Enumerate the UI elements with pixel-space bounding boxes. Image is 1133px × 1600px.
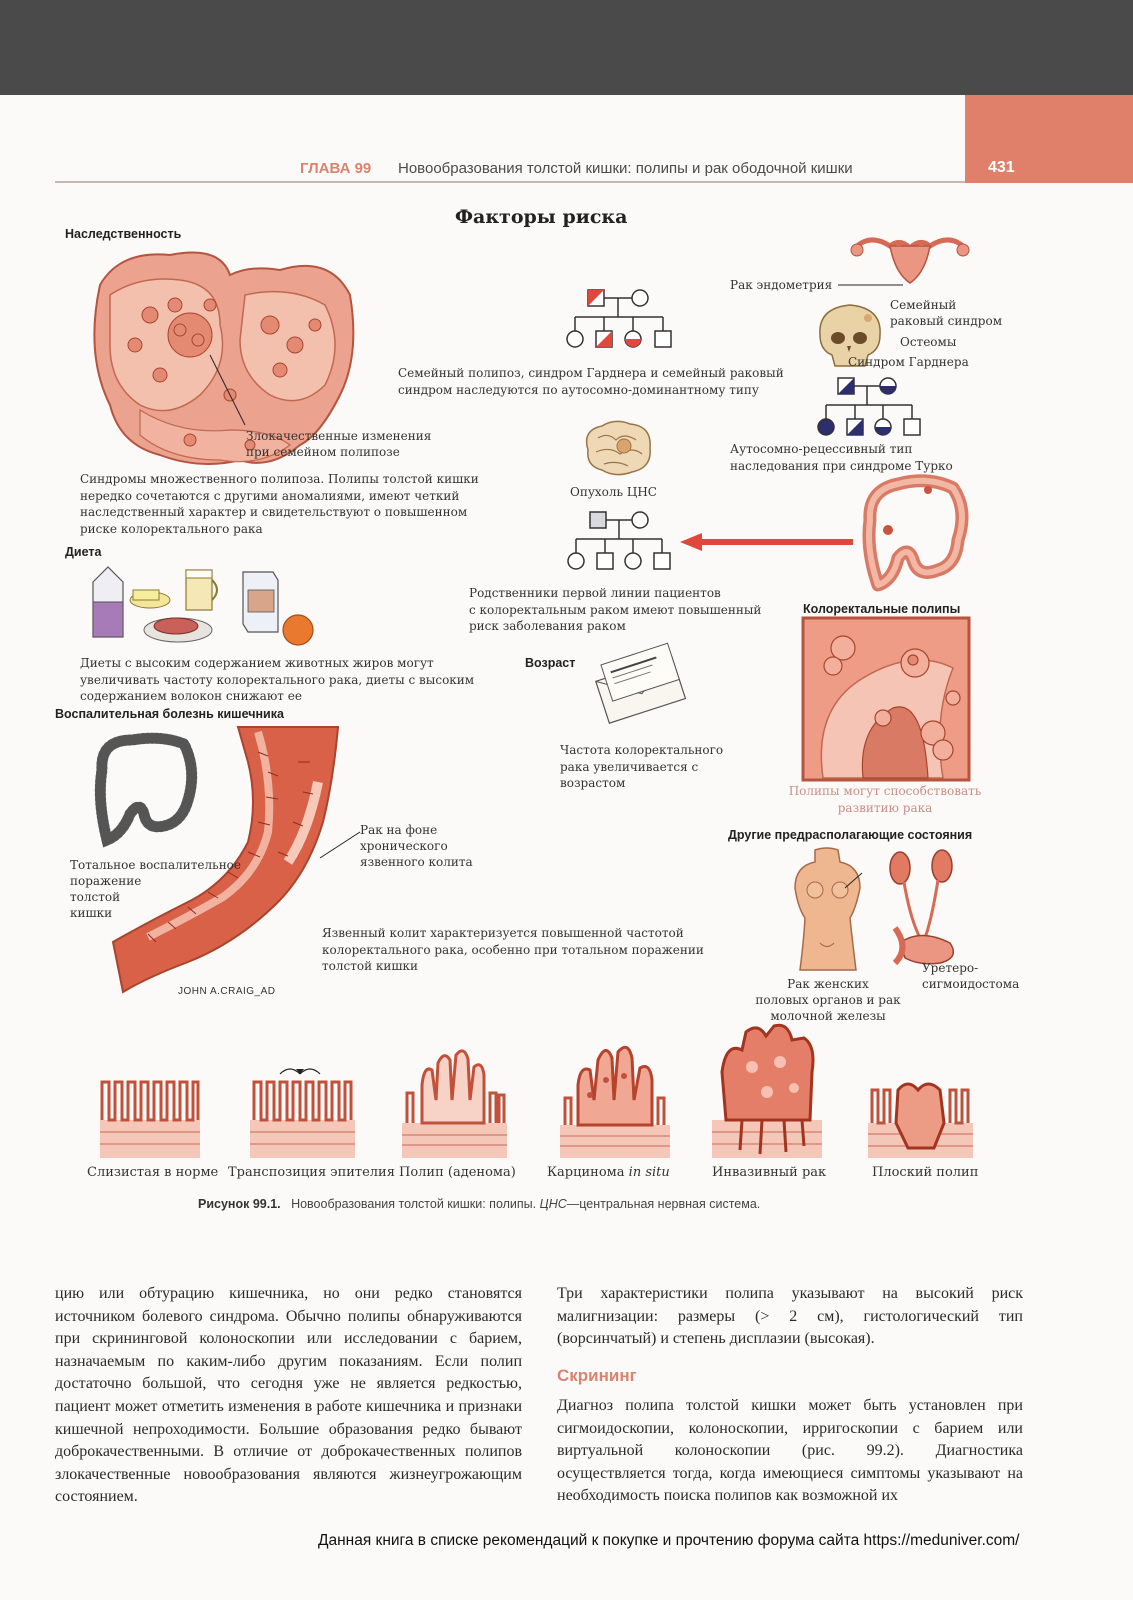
stage-polyp-adenoma xyxy=(402,1045,507,1160)
leader-colitis-cancer xyxy=(318,830,362,860)
heading-ibd: Воспалительная болезнь кишечника xyxy=(55,707,284,721)
caption-autosomal-recessive: Аутосомно-рецессивный тип наследования при синдроме Турко xyxy=(730,442,953,473)
footer-note: Данная книга в списке рекомендаций к покупке и прочтению форума сайта https://meduniver.com/ xyxy=(318,1532,1020,1549)
label-cns-tumor: Опухоль ЦНС xyxy=(570,485,657,499)
chapter-label: ГЛАВА 99 xyxy=(300,160,372,177)
envelopes-icon xyxy=(585,648,695,728)
scan-top-band xyxy=(0,0,1133,95)
figure-caption: Рисунок 99.1. Новообразования толстой кишки: полипы. ЦНС—центральная нервная система. xyxy=(198,1197,761,1211)
brain-tumor-icon xyxy=(580,418,655,478)
caption-ibd: Язвенный колит характеризуется повышенной частотой колоректального рака, особенно при тотальном поражении толстой кишки xyxy=(322,926,704,973)
diet-foods-illustration xyxy=(88,562,318,652)
stage-invasive-cancer xyxy=(712,1022,822,1160)
caption-age: Частота колоректального рака увеличивается с возрастом xyxy=(560,743,724,790)
stage-normal-mucosa xyxy=(100,1070,200,1160)
label-malignant-changes: Злокачественные изменения при семейном полипозе xyxy=(246,429,432,459)
stage-epithelial-transposition xyxy=(250,1060,355,1160)
pedigree-autosomal-recessive xyxy=(808,375,928,445)
caption-polyps: Полипы могут способствовать развитию рака xyxy=(788,784,982,815)
heading-colorectal-polyps: Колоректальные полипы xyxy=(803,602,961,616)
stage-carcinoma-in-situ xyxy=(560,1040,670,1160)
caption-diet: Диеты с высоким содержанием животных жиров могут увеличивать частоту колоректального рака, диеты с высоким содержанием волокон снижают ее xyxy=(80,656,475,703)
label-ureterosigmoidostomy: Уретеро- сигмоидостома xyxy=(922,961,1020,991)
body-right-column-1: Три характеристики полипа указывают на высокий риск малигнизации: размеры (> 2 см), гистологический тип (ворсинчатый) и степень дисплазии (высокая). xyxy=(557,1285,1023,1348)
page-number: 431 xyxy=(988,159,1015,176)
stage-flat-polyp xyxy=(868,1068,973,1160)
caption-first-degree-relatives: Родственники первой линии пациентов с колоректальным раком имеют повышенный риск заболевания раком xyxy=(469,586,762,633)
label-total-inflammation: Тотальное воспалительное поражение толстой кишки xyxy=(70,858,242,920)
female-torso-icon xyxy=(790,848,865,973)
stage-label-adenoma: Полип (аденома) xyxy=(399,1165,516,1180)
body-left-column: цию или обтурацию кишечника, но они редко становятся источником болевого синдрома. Обычно полипы обнаруживаются при скрининговой колоноскопии или исследовании с барием, назначаемым по каким-либо другим показаниям. Если полип достаточно большой, что сегодня уже не является редкостью, пациент может отметить изменения в работе кишечника и признаки кишечной непроходимости. Большие образования редко бывают доброкачественными. В отличие от доброкачественных полипов злокачественные новообразования являются жизнеугрожающим состоянием. xyxy=(55,1285,522,1506)
caption-autosomal-dominant: Семейный полипоз, синдром Гарднера и семейный раковый синдром наследуются по аутосомно-доминантному типу xyxy=(398,366,784,397)
illustrator-signature: JOHN A.CRAIG_AD xyxy=(178,986,276,997)
chapter-title: Новообразования толстой кишки: полипы и рак ободочной кишки xyxy=(398,160,853,177)
heading-diet: Диета xyxy=(65,545,102,559)
urinary-tract-icon xyxy=(880,848,970,968)
label-colitis-cancer: Рак на фоне хронического язвенного колита xyxy=(360,823,473,869)
caption-polyposis-syndromes: Синдромы множественного полипоза. Полипы толстой кишки нередко сочетаются с другими аномалиями, имеют четкий наследственный характер и свидетельствуют о повышенном риске колоректального рака xyxy=(80,472,479,536)
label-endometrial-cancer: Рак эндометрия xyxy=(730,278,833,292)
arrow-from-colon xyxy=(680,532,855,552)
stage-label-flat-polyp: Плоский полип xyxy=(872,1165,979,1180)
label-familial-cancer-syndrome: Семейный раковый синдром xyxy=(890,298,1003,328)
figure-title: Факторы риска xyxy=(455,206,628,228)
heading-age: Возраст xyxy=(525,656,576,670)
stage-label-invasive: Инвазивный рак xyxy=(712,1165,827,1180)
label-female-cancers: Рак женских половых органов и рак молочной железы xyxy=(755,977,901,1023)
header-rule xyxy=(55,181,965,183)
label-gardner-syndrome: Синдром Гарднера xyxy=(848,355,969,369)
stage-label-transposition: Транспозиция эпителия xyxy=(228,1165,395,1180)
leader-endometrial xyxy=(838,283,908,287)
pedigree-autosomal-dominant xyxy=(560,285,680,360)
label-osteomas: Остеомы xyxy=(900,335,957,349)
heading-other-conditions: Другие предрасполагающие состояния xyxy=(728,828,973,842)
body-right-column-2: Диагноз полипа толстой кишки может быть установлен при сигмоидоскопии, колоноскопии, ирригоскопии с барием или виртуальной колоноскопии (рис. 99.2). Диагностика осуществляется тогда, когда имеющиеся симптомы указывают на необходимость поиска полипов как возможной их xyxy=(557,1397,1023,1505)
heading-screening: Скрининг xyxy=(557,1366,637,1385)
pedigree-first-degree xyxy=(560,509,680,579)
stage-label-carcinoma-in-situ: Карцинома in situ xyxy=(547,1165,670,1180)
uterus-icon xyxy=(845,228,975,288)
heading-heredity: Наследственность xyxy=(65,227,182,241)
colon-icon xyxy=(858,470,973,600)
polyps-endoscopic-illustration xyxy=(803,618,969,780)
stage-label-normal: Слизистая в норме xyxy=(87,1165,219,1180)
